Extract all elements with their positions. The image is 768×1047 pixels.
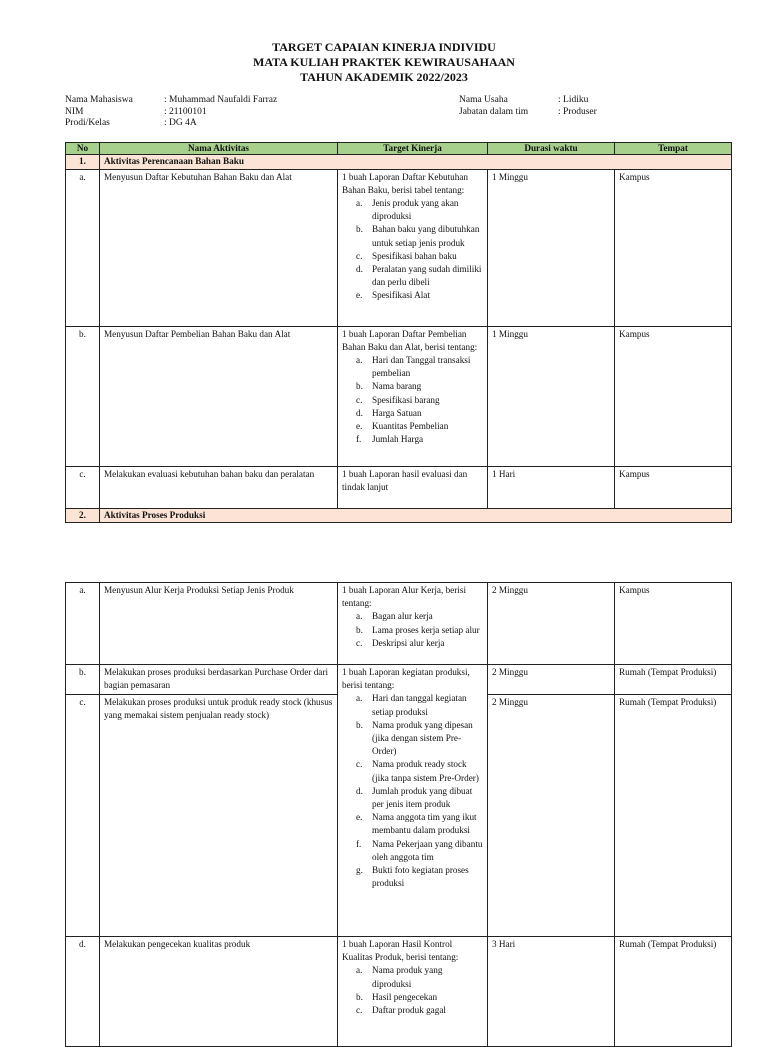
row-no: c. (66, 466, 100, 508)
info-row-class (65, 118, 277, 130)
activity-table-page-1 (65, 142, 732, 523)
row-target (338, 583, 488, 665)
info-row-role (459, 107, 597, 119)
section-no: 1. (66, 155, 100, 170)
list-item: f. Jumlah Harga (356, 434, 424, 445)
row-target (338, 937, 488, 1047)
info-label: Jabatan dalam tim (459, 106, 529, 117)
col-header-no: No (66, 143, 100, 155)
row-place: Rumah (Tempat Produksi) (615, 665, 732, 695)
row-activity: Melakukan pengecekan kualitas produk (100, 937, 338, 1047)
student-info (65, 95, 277, 130)
title-line-1: TARGET CAPAIAN KINERJA INDIVIDU (272, 40, 496, 54)
info-row-name (65, 95, 277, 107)
list-item: c. Nama produk ready stock (jika tanpa sistem Pre-Order) (356, 759, 479, 783)
info-value: : Lidiku (558, 95, 589, 105)
row-no: b. (66, 665, 100, 695)
document-title (0, 40, 768, 85)
section-title: Aktivitas Proses Produksi (100, 508, 732, 523)
row-activity: Melakukan proses produksi berdasarkan Purchase Order dari bagian pemasaran (100, 665, 338, 695)
list-item: g. Bukti foto kegiatan proses produksi (356, 865, 469, 889)
list-item: a. Hari dan Tanggal transaksi pembelian (356, 354, 471, 379)
row-duration: 1 Minggu (488, 169, 615, 326)
list-item: e. Kuantitas Pembelian (356, 420, 449, 431)
activity-table-page-2 (65, 582, 732, 1047)
list-item: d. Jumlah produk yang dibuat per jenis item produk (356, 785, 473, 810)
info-label: Nama Usaha (459, 95, 508, 105)
row-duration: 2 Minggu (488, 695, 615, 937)
info-value: : Muhammad Naufaldi Farraz (164, 95, 278, 105)
row-no: d. (66, 937, 100, 1047)
row-no: c. (66, 695, 100, 937)
info-row-nim (65, 107, 277, 119)
table-row (66, 169, 732, 326)
target-text: 1 buah Laporan Daftar Pembelian Bahan Baku dan Alat, berisi tentang: (342, 328, 478, 352)
list-item: d. Peralatan yang sudah dimiliki dan perlu dibeli (356, 263, 482, 288)
row-place: Rumah (Tempat Produksi) (615, 695, 732, 937)
table-header-row (66, 143, 732, 155)
row-duration: 1 Hari (488, 466, 615, 508)
target-text: 1 buah Laporan kegiatan produksi, berisi tentang: (342, 667, 470, 691)
row-place: Kampus (615, 583, 732, 665)
list-item: b. Nama barang (356, 381, 422, 392)
info-label: NIM (65, 106, 84, 117)
col-header-activity: Nama Aktivitas (100, 143, 338, 155)
row-duration: 2 Minggu (488, 583, 615, 665)
list-item: a. Hari dan tanggal kegiatan setiap produksi (356, 693, 467, 717)
list-item: c. Spesifikasi barang (356, 394, 440, 405)
list-item: b. Nama produk yang dipesan (jika dengan sistem Pre-Order) (356, 719, 473, 757)
title-line-3: TAHUN AKADEMIK 2022/2023 (300, 70, 468, 84)
row-place: Rumah (Tempat Produksi) (615, 937, 732, 1047)
list-item: b. Bahan baku yang dibutuhkan untuk setiap jenis produk (356, 224, 480, 248)
target-text: 1 buah Laporan Daftar Kebutuhan Bahan Baku, berisi tabel tentang: (342, 171, 469, 195)
info-value: : DG 4A (164, 118, 197, 129)
row-activity: Melakukan evaluasi kebutuhan bahan baku dan peralatan (100, 466, 338, 508)
list-item: c. Spesifikasi bahan baku (356, 250, 457, 261)
target-list (342, 692, 483, 890)
row-no: a. (66, 583, 100, 665)
table-row (66, 665, 732, 695)
section-row (66, 155, 732, 170)
row-place: Kampus (615, 326, 732, 466)
col-header-duration: Durasi waktu (488, 143, 615, 155)
section-row (66, 508, 732, 523)
info-value: : Produser (558, 106, 597, 117)
row-place: Kampus (615, 466, 732, 508)
target-list (342, 197, 483, 303)
list-item: c. Deskripsi alur kerja (356, 637, 445, 648)
info-value: : 21100101 (164, 106, 207, 117)
table-row (66, 326, 732, 466)
target-list (342, 354, 483, 446)
list-item: f. Nama Pekerjaan yang dibantu oleh anggota tim (356, 838, 483, 862)
table-row (66, 466, 732, 508)
list-item: e. Spesifikasi Alat (356, 290, 430, 301)
target-text: 1 buah Laporan Alur Kerja, berisi tentang: (342, 585, 466, 609)
list-item: a. Jenis produk yang akan diproduksi (356, 197, 459, 222)
row-target: 1 buah Laporan hasil evaluasi dan tindak lanjut (338, 466, 488, 508)
row-no: b. (66, 326, 100, 466)
target-list (342, 964, 483, 1017)
list-item: b. Hasil pengecekan (356, 991, 438, 1002)
section-title: Aktivitas Perencanaan Bahan Baku (100, 155, 732, 170)
table-row (66, 937, 732, 1047)
list-item: c. Daftar produk gagal (356, 1005, 446, 1016)
list-item: e. Nama anggota tim yang ikut membantu dalam produksi (356, 812, 477, 836)
row-activity: Menyusun Daftar Kebutuhan Bahan Baku dan Alat (100, 169, 338, 326)
info-label: Nama Mahasiswa (65, 95, 133, 105)
col-header-target: Target Kinerja (338, 143, 488, 155)
row-duration: 2 Minggu (488, 665, 615, 695)
col-header-place: Tempat (615, 143, 732, 155)
list-item: d. Harga Satuan (356, 407, 422, 418)
row-duration: 3 Hari (488, 937, 615, 1047)
target-text: 1 buah Laporan Hasil Kontrol Kualitas Produk, berisi tentang: (342, 939, 459, 963)
target-list (342, 610, 483, 650)
row-place: Kampus (615, 169, 732, 326)
list-item: a. Nama produk yang diproduksi (356, 965, 443, 989)
row-duration: 1 Minggu (488, 326, 615, 466)
row-no: a. (66, 169, 100, 326)
row-target (338, 169, 488, 326)
list-item: a. Bagan alur kerja (356, 611, 433, 622)
row-activity: Menyusun Alur Kerja Produksi Setiap Jenis Produk (100, 583, 338, 665)
table-row (66, 583, 732, 665)
row-target (338, 665, 488, 937)
row-target (338, 326, 488, 466)
list-item: b. Lama proses kerja setiap alur (356, 624, 480, 635)
info-row-business (459, 95, 597, 107)
row-activity: Melakukan proses produksi untuk produk ready stock (khusus yang memakai sistem penjualan ready stock) (100, 695, 338, 937)
info-label: Prodi/Kelas (65, 118, 110, 129)
section-no: 2. (66, 508, 100, 523)
row-activity: Menyusun Daftar Pembelian Bahan Baku dan Alat (100, 326, 338, 466)
business-info (459, 95, 597, 118)
title-line-2: MATA KULIAH PRAKTEK KEWIRAUSAHAAN (253, 55, 515, 69)
